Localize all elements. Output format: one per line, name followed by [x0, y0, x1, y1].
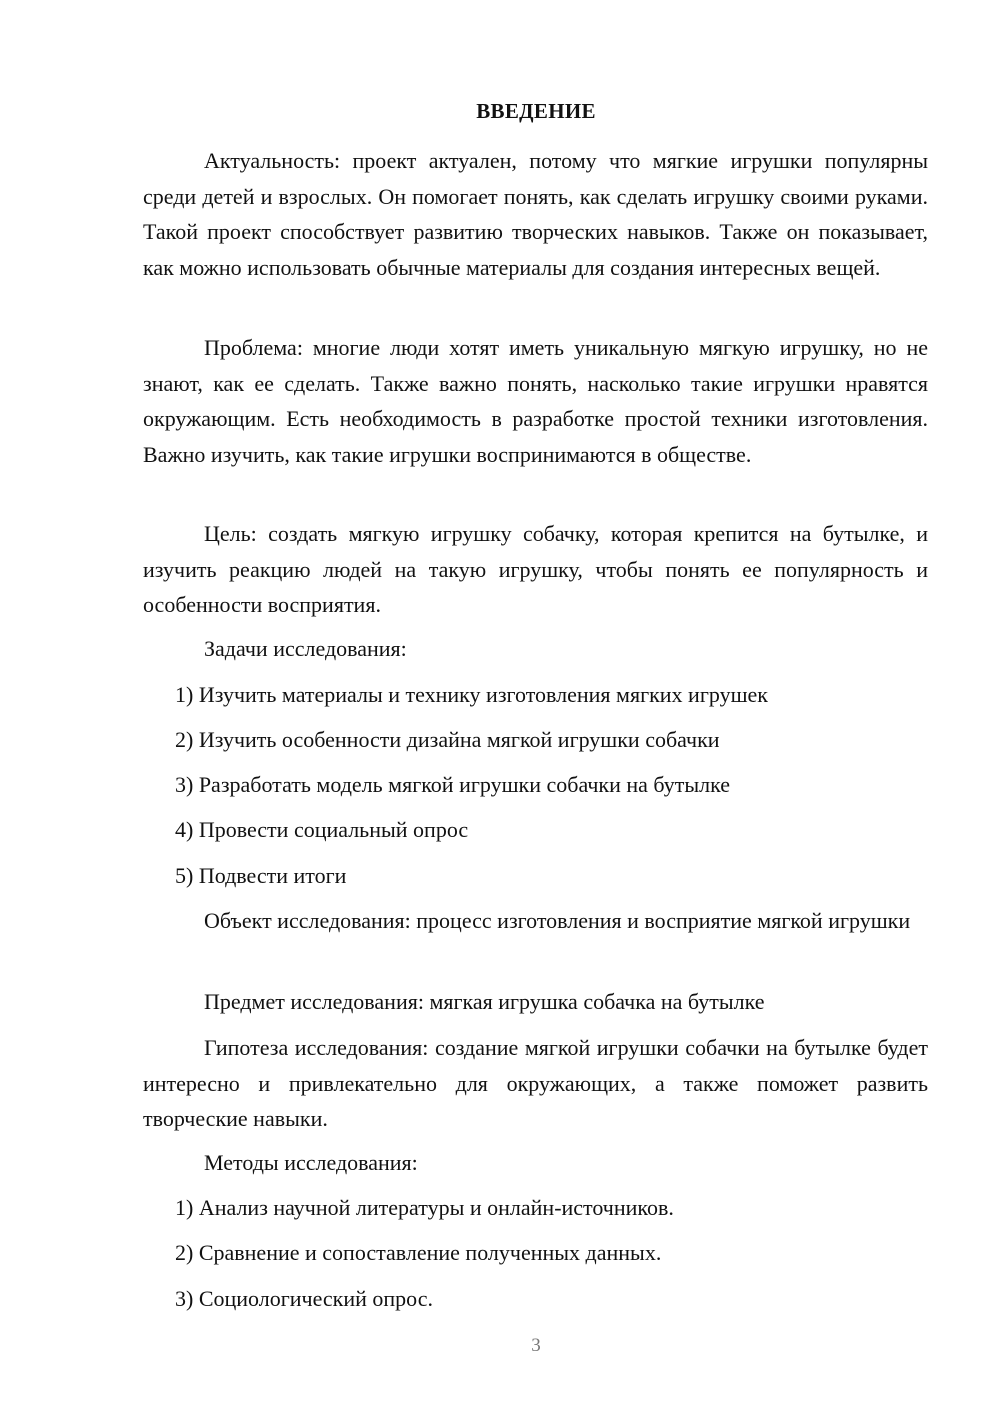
methods-label: Методы исследования: — [204, 1150, 418, 1175]
page-number: 3 — [531, 1335, 541, 1356]
task-item-5: 5) Подвести итоги — [175, 863, 347, 888]
task-item-4: 4) Провести социальный опрос — [175, 817, 469, 842]
task-item-1: 1) Изучить материалы и технику изготовления мягких игрушек — [175, 682, 768, 707]
subject-line: Предмет исследования: мягкая игрушка собачка на бутылке — [204, 989, 765, 1014]
goal-paragraph: Цель: создать мягкую игрушку собачку, которая крепится на бутылке, и изучить реакцию людей на такую игрушку, чтобы понять ее популярность и особенности восприятия. — [143, 521, 928, 617]
method-item-2: 2) Сравнение и сопоставление полученных данных. — [175, 1240, 662, 1265]
relevance-paragraph: Актуальность: проект актуален, потому что мягкие игрушки популярны среди детей и взрослых. Он помогает понять, как сделать игрушку своими руками. Такой проект способствует развитию творческих навыков. Также он показывает, как можно использовать обычные материалы для создания интересных вещей. — [143, 148, 928, 280]
problem-paragraph: Проблема: многие люди хотят иметь уникальную мягкую игрушку, но не знают, как ее сделать. Также важно понять, насколько такие игрушки нравятся окружающим. Есть необходимость в разработке простой техники изготовления. Важно изучить, как такие игрушки воспринимаются в обществе. — [143, 335, 928, 467]
tasks-label: Задачи исследования: — [204, 636, 407, 661]
method-item-1: 1) Анализ научной литературы и онлайн-источников. — [175, 1195, 674, 1220]
object-paragraph: Объект исследования: процесс изготовления и восприятие мягкой игрушки — [204, 908, 911, 933]
page-heading: ВВЕДЕНИЕ — [476, 99, 596, 123]
task-item-3: 3) Разработать модель мягкой игрушки собачки на бутылке — [175, 772, 731, 797]
hypothesis-paragraph: Гипотеза исследования: создание мягкой игрушки собачки на бутылке будет интересно и привлекательно для окружающих, а также поможет развить творческие навыки. — [143, 1035, 928, 1131]
task-item-2: 2) Изучить особенности дизайна мягкой игрушки собачки — [175, 727, 720, 752]
method-item-3: 3) Социологический опрос. — [175, 1286, 433, 1311]
